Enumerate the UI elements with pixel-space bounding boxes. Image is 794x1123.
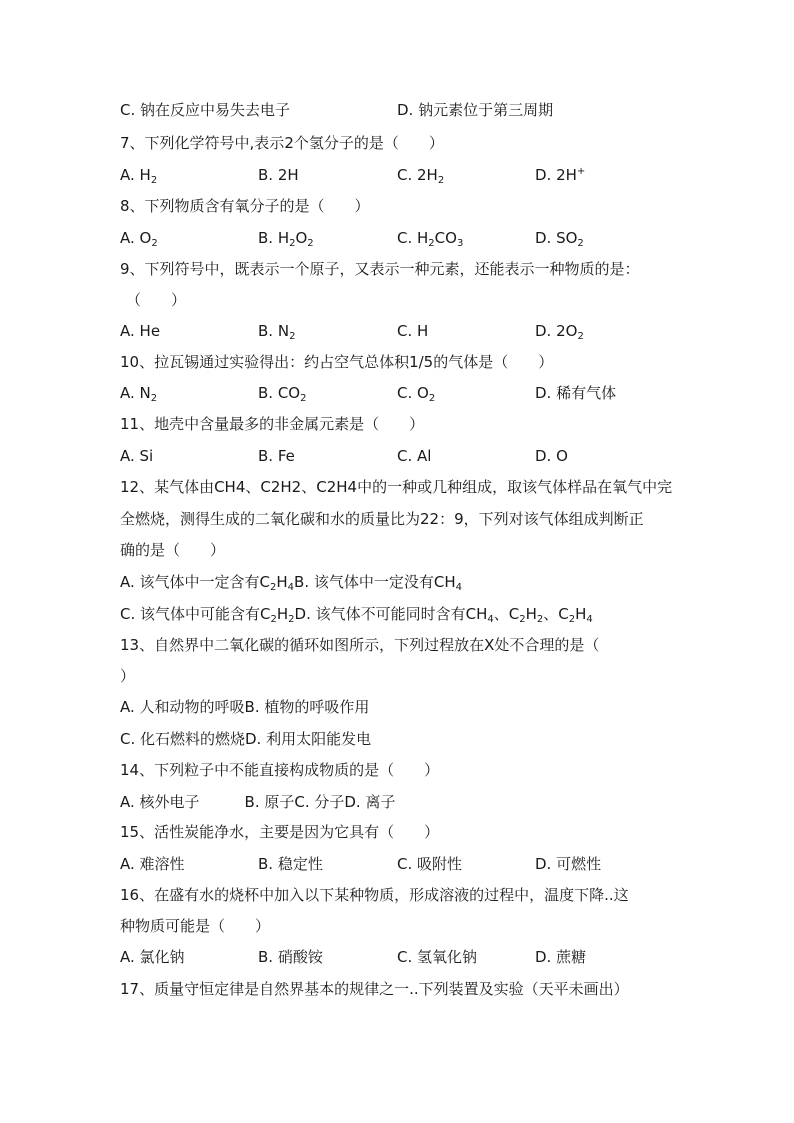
text-segment: 、C <box>543 605 569 623</box>
text-segment: B. H <box>258 229 290 247</box>
answer-option <box>535 228 584 248</box>
text-segment: C. 2H <box>397 166 438 184</box>
text-segment: A. He <box>120 322 161 340</box>
text-line <box>120 133 444 153</box>
text-line <box>120 635 599 655</box>
subscript: 4 <box>487 614 494 625</box>
answer-option <box>258 321 295 341</box>
text-line <box>120 885 629 905</box>
answer-option <box>120 228 158 248</box>
subscript: 2 <box>288 614 295 625</box>
subscript: 2 <box>568 614 576 625</box>
text-segment: 全燃烧，测得生成的二氧化碳和水的质量比为22：9，下列对该气体组成判断正 <box>120 510 644 528</box>
text-segment: B. 该气体中一定没有CH <box>294 573 456 591</box>
text-segment: 14、下列粒子中不能直接构成物质的是（ ） <box>120 761 440 779</box>
text-line <box>120 196 370 216</box>
text-segment: B. N <box>258 322 290 340</box>
text-segment: C. 氢氧化钠 <box>397 948 478 966</box>
text-segment: C. H <box>397 229 429 247</box>
text-line <box>120 792 395 812</box>
text-segment: A. 核外电子 B. 原子C. 分子D. 离子 <box>120 793 396 811</box>
subscript: 2 <box>150 175 158 186</box>
answer-option <box>120 321 160 341</box>
text-segment: ） <box>120 667 136 685</box>
text-segment: D. 该气体不可能同时含有CH <box>294 605 488 623</box>
answer-option <box>397 100 553 120</box>
answer-option <box>397 854 462 874</box>
text-segment: C. O <box>397 384 429 402</box>
text-segment: B. Fe <box>258 447 295 465</box>
text-line <box>120 259 640 279</box>
subscript: 2 <box>289 238 296 249</box>
text-segment: C. Al <box>397 447 432 465</box>
text-segment: A. 氯化钠 <box>120 948 185 966</box>
text-segment: 10、拉瓦锡通过实验得出：约占空气总体积1/5的气体是（ ） <box>120 353 554 371</box>
subscript: 4 <box>455 582 463 593</box>
text-segment: D. 稀有气体 <box>535 384 617 402</box>
text-segment: A. 难溶性 <box>120 855 185 873</box>
text-line <box>120 760 439 780</box>
text-segment: D. O <box>535 447 568 465</box>
text-segment: 12、某气体由CH4、C2H2、C2H4中的一种或几种组成，取该气体样品在氧气中完 <box>120 478 673 496</box>
answer-option <box>535 446 568 466</box>
subscript: 2 <box>270 582 277 593</box>
subscript: 2 <box>270 614 277 625</box>
text-segment: A. 人和动物的呼吸B. 植物的呼吸作用 <box>120 698 370 716</box>
answer-option <box>258 165 299 185</box>
text-segment: 8、下列物质含有氧分子的是（ ） <box>120 197 370 215</box>
text-segment: 种物质可能是（ ） <box>120 917 271 935</box>
text-segment: D. 2H <box>535 166 577 184</box>
text-line <box>120 604 593 624</box>
text-line <box>120 509 644 529</box>
text-line <box>120 666 135 686</box>
answer-option <box>258 383 306 403</box>
text-segment: A. N <box>120 384 151 402</box>
text-segment: 9、下列符号中，既表示一个原子，又表示一种元素，还能表示一种物质的是： <box>120 260 640 278</box>
subscript: 2 <box>150 393 158 404</box>
text-line <box>120 729 371 749</box>
text-segment: A. H <box>120 166 151 184</box>
text-segment: 16、在盛有水的烧杯中加入以下某种物质，形成溶液的过程中，温度下降..这 <box>120 886 629 904</box>
text-line <box>120 979 629 999</box>
answer-option <box>397 383 435 403</box>
text-line <box>120 477 672 497</box>
text-segment: H <box>276 605 289 623</box>
answer-option <box>258 228 314 248</box>
subscript: 2 <box>536 614 544 625</box>
answer-option <box>535 383 616 403</box>
answer-option <box>120 446 153 466</box>
answer-option <box>397 947 477 967</box>
text-segment: 、C <box>493 605 520 623</box>
subscript: 2 <box>577 238 584 249</box>
text-segment: D. 钠元素位于第三周期 <box>397 101 554 119</box>
text-segment: 确的是（ ） <box>120 541 226 559</box>
answer-option <box>397 446 431 466</box>
subscript: 2 <box>289 331 296 342</box>
answer-option <box>258 854 323 874</box>
answer-option <box>397 321 428 341</box>
subscript: 2 <box>577 331 584 342</box>
text-segment: D. 可燃性 <box>535 855 602 873</box>
text-segment: B. CO <box>258 384 301 402</box>
text-line <box>120 414 424 434</box>
text-segment: C. 吸附性 <box>397 855 463 873</box>
text-line <box>120 540 225 560</box>
text-segment: D. 2O <box>535 322 578 340</box>
answer-option <box>535 854 601 874</box>
answer-option <box>120 383 157 403</box>
text-segment: 13、自然界中二氧化碳的循环如图所示，下列过程放在X处不合理的是（ <box>120 636 600 654</box>
text-segment: B. 稳定性 <box>258 855 323 873</box>
subscript: 4 <box>287 582 295 593</box>
answer-option <box>535 947 586 967</box>
answer-option <box>535 321 584 341</box>
subscript: 2 <box>437 175 445 186</box>
text-line <box>120 822 439 842</box>
text-segment: 17、质量守恒定律是自然界基本的规律之一..下列装置及实验（天平未画出） <box>120 980 629 998</box>
subscript: 3 <box>456 238 464 249</box>
answer-option <box>120 854 185 874</box>
answer-option <box>397 165 444 185</box>
subscript: 2 <box>307 238 314 249</box>
text-segment: B. 2H <box>258 166 299 184</box>
subscript: 2 <box>300 393 307 404</box>
answer-option <box>120 165 157 185</box>
subscript: 2 <box>428 393 436 404</box>
text-line <box>120 352 553 372</box>
text-segment: C. H <box>397 322 429 340</box>
text-segment: 7、下列化学符号中,表示2个氢分子的是（ ） <box>120 134 444 152</box>
text-segment: C. 该气体中可能含有C <box>120 605 271 623</box>
text-line <box>126 290 186 310</box>
text-segment: 11、地壳中含量最多的非金属元素是（ ） <box>120 415 425 433</box>
text-segment: （ ） <box>126 291 187 309</box>
text-line <box>120 697 369 717</box>
text-segment: A. O <box>120 229 152 247</box>
answer-option <box>120 947 185 967</box>
text-segment: C. 化石燃料的燃烧D. 利用太阳能发电 <box>120 730 372 748</box>
text-segment: C. 钠在反应中易失去电子 <box>120 101 291 119</box>
text-segment: D. SO <box>535 229 578 247</box>
text-line <box>120 572 462 592</box>
subscript: 4 <box>586 614 593 625</box>
text-segment: 15、活性炭能净水，主要是因为它具有（ ） <box>120 823 440 841</box>
subscript: 2 <box>428 238 435 249</box>
superscript: + <box>576 166 586 177</box>
subscript: 2 <box>519 614 526 625</box>
answer-option <box>120 100 290 120</box>
text-segment: A. 该气体中一定含有C <box>120 573 271 591</box>
text-segment: CO <box>434 229 457 247</box>
subscript: 2 <box>151 238 158 249</box>
text-segment: B. 硝酸铵 <box>258 948 323 966</box>
answer-option <box>258 947 323 967</box>
answer-option <box>258 446 295 466</box>
text-segment: H <box>525 605 537 623</box>
text-line <box>120 916 270 936</box>
text-segment: H <box>575 605 587 623</box>
answer-option <box>535 165 585 185</box>
text-segment: D. 蔗糖 <box>535 948 587 966</box>
text-segment: A. Si <box>120 447 154 465</box>
text-segment: H <box>276 573 288 591</box>
answer-option <box>397 228 463 248</box>
text-segment: O <box>295 229 308 247</box>
